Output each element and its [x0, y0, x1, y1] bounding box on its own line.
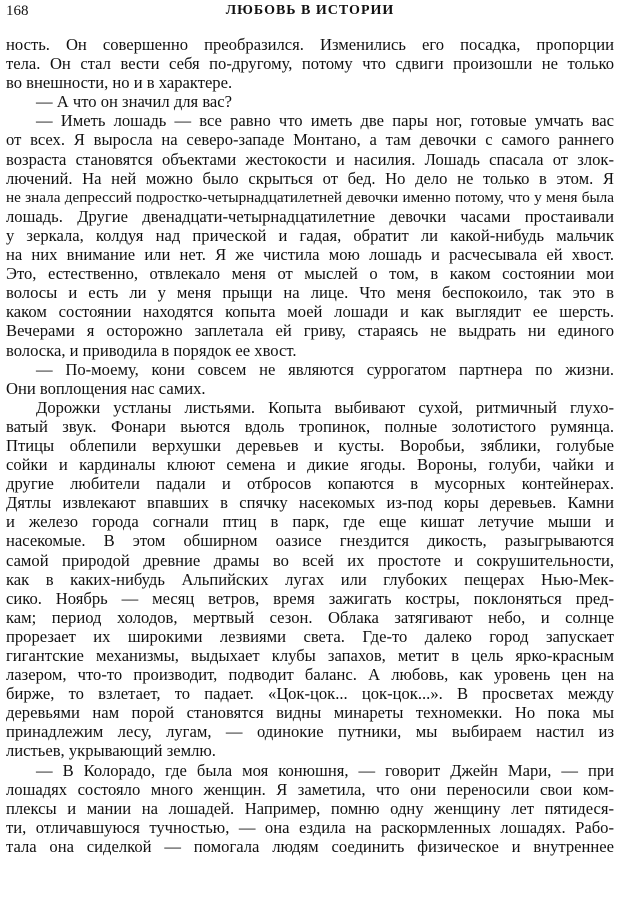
text-line: принадлежим лесу, лугам, — одинокие путники, мы выбираем настил из — [6, 722, 614, 742]
text-line: возраста становятся объектами жестокости и насилия. Лошадь спасала от злок- — [6, 149, 614, 169]
text-line: тела. Он стал вести себя по-другому, потому что сдвиги произошли не только — [6, 54, 614, 74]
text-line: другие любители падали и отбросов копаются в мусорных контейнерах. — [6, 474, 614, 494]
text-line: бирже, то взлетает, то падает. «Цок-цок... цок-цок...». В просветах между — [6, 684, 614, 704]
text-line: не знала депрессий подростко-четырнадцатилетней девочки именно потому, что у меня была — [6, 188, 614, 206]
text-line: — В Колорадо, где была моя конюшня, — говорит Джейн Мари, — при — [36, 760, 614, 780]
text-line: — По-моему, кони совсем не являются суррогатом партнера по жизни. — [36, 359, 614, 379]
text-line: лазером, что-то производит, подводит баланс. А любовь, как уровень цен на — [6, 665, 614, 685]
text-line: Птицы облепили верхушки деревьев и кусты. Воробьи, зяблики, голубые — [6, 435, 614, 455]
text-line: — А что он значил для вас? — [36, 92, 233, 112]
text-line: Дорожки устланы листьями. Копыта выбивают сухой, ритмичный глухо- — [36, 397, 614, 417]
text-line: лошадь. Другие двенадцати-четырнадцатилетние девочки часами простаивали — [6, 206, 614, 226]
text-line: как в каких-нибудь Альпийских лугах или глубоких пещерах Нью-Мек- — [6, 569, 614, 589]
text-line: ти, отличавшуюся тучностью, — она ездила на раскормленных лошадях. Рабо- — [6, 817, 614, 837]
text-line: гигантские механизмы, выдыхает клубы запахов, метит в цель ярко-красным — [6, 646, 614, 665]
text-line: Вечерами я осторожно заплетала ей гриву, стараясь не выдрать ни единого — [6, 321, 614, 341]
text-line: на них внимание или нет. Я же чистила мою лошадь и расчесывала ей хвост. — [6, 245, 614, 265]
text-line: ность. Он совершенно преобразился. Изменились его посадка, пропорции — [6, 35, 614, 54]
text-line: во внешности, но и в характере. — [6, 73, 233, 93]
text-line: деревьями нам порой становятся видны минареты техномекки. Но пока мы — [6, 703, 614, 723]
text-line: волоска, и приводила в порядок ее хвост. — [6, 340, 297, 360]
text-line: ватый звук. Фонари вьются вдоль тропинок, полные золотистого румянца. — [6, 416, 614, 436]
running-title: ЛЮБОВЬ В ИСТОРИИ — [225, 3, 395, 18]
text-line: тала она сиделкой — помогала людям соединить физическое и внутреннее — [6, 836, 614, 856]
text-line: у зеркала, колдуя над прической и гадая, обратит ли какой-нибудь мальчик — [6, 225, 614, 245]
text-line: лючений. На ней можно было скрыться от бед. Но дело не только в этом. Я — [6, 168, 614, 188]
text-line: кам; период холодов, мертвый сезон. Облака затягивают небо, и солнце — [6, 607, 614, 627]
body-text — [6, 35, 614, 856]
text-line: насекомые. В этом обширном оазисе гнездится дикость, разыгрываются — [6, 531, 614, 551]
text-line: Дятлы извлекают впавших в спячку насекомых из-под коры деревьев. Камни — [6, 493, 614, 513]
page-header — [6, 2, 614, 24]
text-line: прорезает их широкими лезвиями света. Где-то далеко город запускает — [6, 626, 614, 646]
text-line: и железо города согнали птиц в парк, где еще кишат летучие мыши и — [6, 512, 614, 532]
text-line: сойки и кардиналы клюют семена и дикие ягоды. Вороны, голуби, чайки и — [6, 455, 614, 475]
text-line: волосы и есть ли у меня прыщи на лице. Что меня беспокоило, так это в — [6, 283, 614, 303]
text-line: плексы и мании на лошадей. Например, помню одну женщину лет пятидеся- — [6, 798, 614, 818]
text-line: лошадях состояло много женщин. Я заметила, что они переносили свои ком- — [6, 779, 614, 799]
text-line: листьев, укрывающий землю. — [6, 741, 216, 761]
text-line: Они воплощения нас самих. — [6, 378, 206, 398]
page-number: 168 — [6, 3, 29, 19]
text-line: каком состоянии находятся копыта моей лошади и как выглядит ее шерсть. — [6, 302, 614, 322]
text-line: — Иметь лошадь — все равно что иметь две пары ног, готовые умчать вас — [36, 111, 614, 131]
text-line: сико. Ноябрь — месяц ветров, время зажигать костры, поклоняться пред- — [6, 588, 614, 608]
text-line: самой природой древние драмы во всей их простоте и сокрушительности, — [6, 550, 614, 570]
text-line: от всех. Я выросла на северо-западе Монтано, а там девочки с самого раннего — [6, 130, 614, 150]
text-line: Это, естественно, отвлекало меня от мыслей о том, в каком состоянии мои — [6, 264, 614, 284]
